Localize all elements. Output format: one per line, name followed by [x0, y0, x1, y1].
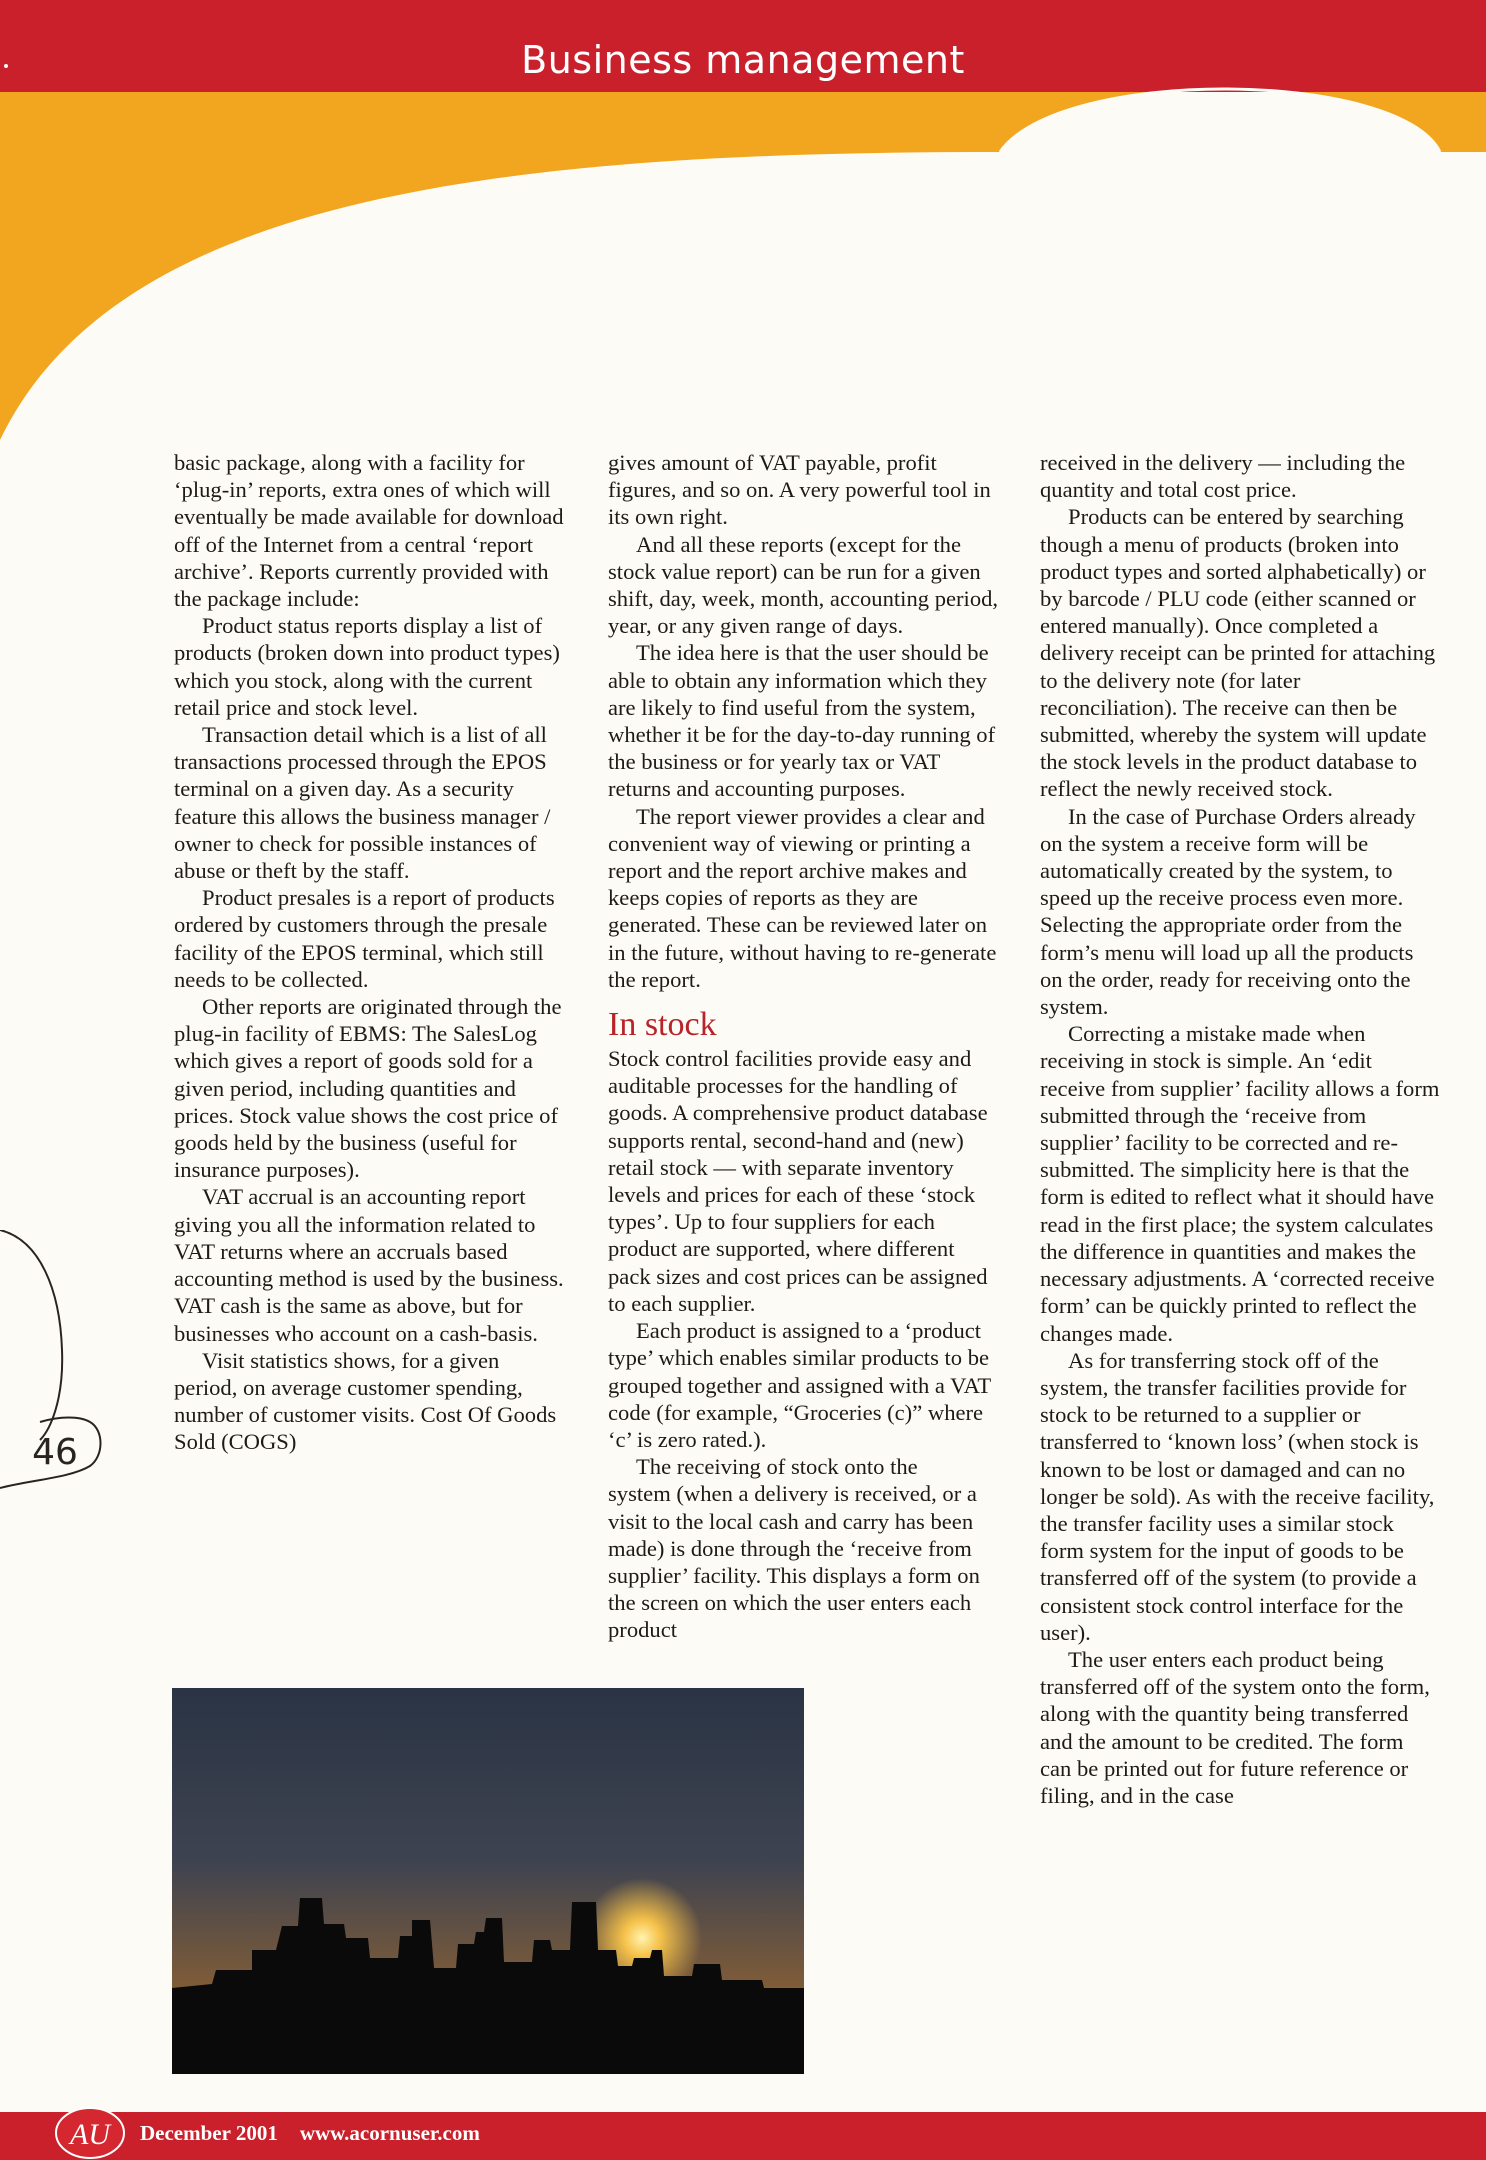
paragraph: The idea here is that the user should be able to obtain any information which they are likely to find useful from the system, whether it be for the day-to-day running of the business or for yearly tax or VAT returns and accounting purposes. [608, 640, 996, 802]
subheading-in-stock: In stock [608, 1006, 717, 1044]
paragraph: And all these reports (except for the stock value report) can be run for a given shift, day, week, month, accounting period, year, or any given range of days. [608, 531, 999, 639]
paragraph: The report viewer provides a clear and convenient way of viewing or printing a report and the report archive makes and keeps copies of reports as they are generated. These can be reviewed later on in the future, without having to re-generate the report. [608, 803, 997, 992]
paragraph: received in the delivery — including the quantity and total cost price. [1040, 450, 1406, 503]
paragraph: The receiving of stock onto the [636, 1454, 918, 1480]
paragraph: basic package, along with a facility for ‘plug-in’ reports, extra ones of which will eventually be made available for download off of the Internet from a central ‘report archive’. Reports currently provided with the package include: [174, 450, 564, 612]
city-skyline-photo [172, 1688, 804, 2074]
text-column-1 [174, 449, 566, 1456]
paragraph: VAT accrual is an accounting report giving you all the information related to VAT returns where an accruals based accounting method is used by the business. VAT cash is the same as above, but for businesses who account on a cash-basis. [174, 1184, 564, 1346]
paragraph: Each product is assigned to a ‘product type’ which enables similar products to be grouped together and assigned with a VAT code (for example, “Groceries (c)” where ‘c’ is zero rated.). [608, 1318, 991, 1452]
paragraph: Stock control facilities provide easy and auditable processes for the handling of goods. A comprehensive product database supports rental, second-hand and (new) retail stock — with separate inventory levels and prices for each of these ‘stock types’. Up to four suppliers for each product are supported, where different pack sizes and cost prices can be assigned to each supplier. [608, 1046, 988, 1316]
paragraph: Correcting a mistake made when receiving in stock is simple. An ‘edit receive from supplier’ facility allows a form submitted through the ‘receive from supplier’ facility to be corrected and re-submitted. The simplicity here is that the form is edited to reflect what it should have read in the first place; the system calculates the difference in quantities and makes the necessary adjustments. A ‘corrected receive form’ can be quickly printed to reflect the changes made. [1040, 1021, 1440, 1346]
paragraph: Transaction detail which is a list of all transactions processed through the EPOS terminal on a given day. As a security feature this allows the business manager / owner to check for possible instances of abuse or theft by the staff. [174, 722, 551, 884]
paragraph: In the case of Purchase Orders already on the system a receive form will be automatically created by the system, to speed up the receive process even more. Selecting the appropriate order from the form’s menu will load up all the products on the order, ready for receiving onto the system. [1040, 803, 1416, 1020]
paragraph: The user enters each product being transferred off of the system onto the form, along with the quantity being transferred and the amount to be credited. The form can be printed out for future reference or filing, and in the case [1040, 1646, 1430, 1808]
section-title: Business management [521, 38, 965, 82]
paragraph: Visit statistics shows, for a given period, on average customer spending, number of customer visits. Cost Of Goods Sold (COGS) [174, 1347, 557, 1455]
issue-date: December 2001 [140, 2121, 278, 2145]
text-column-2 [608, 449, 1000, 1644]
text-column-3 [1040, 449, 1440, 1809]
paragraph: Product presales is a report of products ordered by customers through the presale facility of the EPOS terminal, which still needs to be collected. [174, 885, 555, 992]
paragraph: Other reports are originated through the plug-in facility of EBMS: The SalesLog which gives a report of goods sold for a given period, including quantities and prices. Stock value shows the cost price of goods held by the business (useful for insurance purposes). [174, 994, 562, 1183]
footer-text [140, 2121, 480, 2146]
svg-text:AU: AU [70, 2118, 110, 2151]
paragraph: Products can be entered by searching though a menu of products (broken into product types and sorted alphabetically) or by barcode / PLU code (either scanned or entered manually). Once completed a delivery receipt can be printed for attaching to the delivery note (for later reconciliation). The receive can then be submitted, whereby the system will update the stock levels in the product database to reflect the newly received stock. [1040, 504, 1436, 802]
paragraph-wrapped: system (when a delivery is received, or a visit to the local cash and carry has been made) is done through the ‘receive from supplier’ facility. This displays a form on the screen on which the user enters each product [608, 1481, 980, 1643]
page-number: 46 [32, 1432, 78, 1473]
paragraph: gives amount of VAT payable, profit figures, and so on. A very powerful tool in its own right. [608, 450, 991, 530]
paragraph: Product status reports display a list of products (broken down into product types) which you stock, along with the current retail price and stock level. [174, 613, 560, 720]
acorn-user-logo [54, 2106, 126, 2160]
website-link[interactable]: www.acornuser.com [299, 2121, 480, 2145]
paragraph: As for transferring stock off of the system, the transfer facilities provide for stock to be returned to a supplier or transferred to ‘known loss’ (when stock is known to be lost or damaged and can no longer be sold). As with the receive facility, the transfer facility uses a similar stock form system for the input of goods to be transferred off of the system (to provide a consistent stock control interface for the user). [1040, 1347, 1435, 1645]
